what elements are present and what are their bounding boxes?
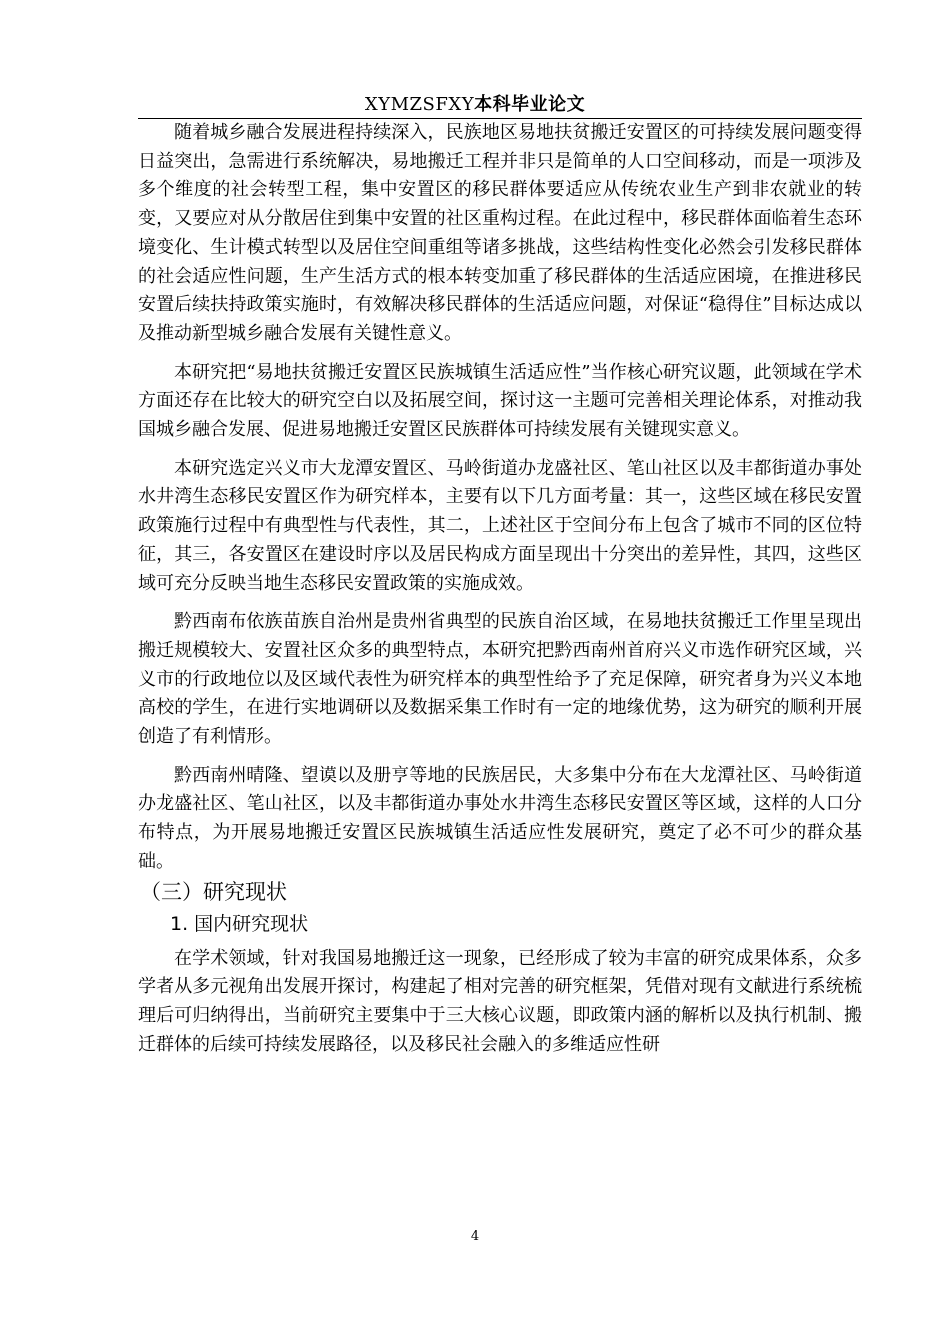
paragraph-6: 在学术领域，针对我国易地搬迁这一现象，已经形成了较为丰富的研究成果体系，众多学者从多元视角出发展开探讨，构建起了相对完善的研究框架，凭借对现有文献进行系统梳理后可归纳得出，当前研究主要集中于三大核心议题，即政策内涵的解析以及执行机制、搬迁群体的后续可持续发展路径，以及移民社会融入的多维适应性研: [138, 947, 862, 1055]
paragraph-2: 本研究把“易地扶贫搬迁安置区民族城镇生活适应性”当作核心研究议题，此领域在学术方面还存在比较大的研究空白以及拓展空间，探讨这一主题可完善相关理论体系，对推动我国城乡融合发展、促进易地搬迁安置区民族群体可持续发展有关键现实意义。: [138, 361, 862, 441]
header-code: XYMZSFXY: [364, 94, 475, 115]
paragraph-4: 黔西南布依族苗族自治州是贵州省典型的民族自治区域，在易地扶贫搬迁工作里呈现出搬迁规模较大、安置社区众多的典型特点，本研究把黔西南州首府兴义市选作研究区域，兴义市的行政地位以及区域代表性为研究样本的典型性给予了充足保障，研究者身为兴义本地高校的学生，在进行实地调研以及数据采集工作时有一定的地缘优势，这为研究的顺利开展创造了有利情形。: [138, 611, 862, 748]
section-heading: （三）研究现状: [140, 879, 287, 904]
paragraph-5: 黔西南州晴隆、望谟以及册亨等地的民族居民，大多集中分布在大龙潭社区、马岭街道办龙盛社区、笔山社区，以及丰都街道办事处水井湾生态移民安置区等区域，这样的人口分布特点，为开展易地搬迁安置区民族城镇生活适应性发展研究，奠定了必不可少的群众基础。: [138, 764, 862, 872]
page-number: 4: [470, 1229, 480, 1244]
paragraph-1: 随着城乡融合发展进程持续深入，民族地区易地扶贫搬迁安置区的可持续发展问题变得日益突出，急需进行系统解决，易地搬迁工程并非只是简单的人口空间移动，而是一项涉及多个维度的社会转型工程，集中安置区的移民群体要适应从传统农业生产到非农就业的转变，又要应对从分散居住到集中安置的社区重构过程。在此过程中，移民群体面临着生态环境变化、生计模式转型以及居住空间重组等诸多挑战，这些结构性变化必然会引发移民群体的社会适应性问题，生产生活方式的根本转变加重了移民群体的生活适应困境，在推进移民安置后续扶持政策实施时，有效解决移民群体的生活适应问题，对保证“稳得住”目标达成以及推动新型城乡融合发展有关键性意义。: [138, 122, 862, 344]
body-text: [138, 119, 862, 1069]
header-title: 本科毕业论文: [474, 94, 586, 115]
subsection-heading: 1. 国内研究现状: [170, 912, 309, 935]
paragraph-3: 本研究选定兴义市大龙潭安置区、马岭街道办龙盛社区、笔山社区以及丰都街道办事处水井湾生态移民安置区作为研究样本，主要有以下几方面考量：其一，这些区域在移民安置政策施行过程中有典型性与代表性，其二，上述社区于空间分布上包含了城市不同的区位特征，其三，各安置区在建设时序以及居民构成方面呈现出十分突出的差异性，其四，这些区域可充分反映当地生态移民安置政策的实施成效。: [138, 457, 862, 594]
page-header: [0, 92, 950, 118]
